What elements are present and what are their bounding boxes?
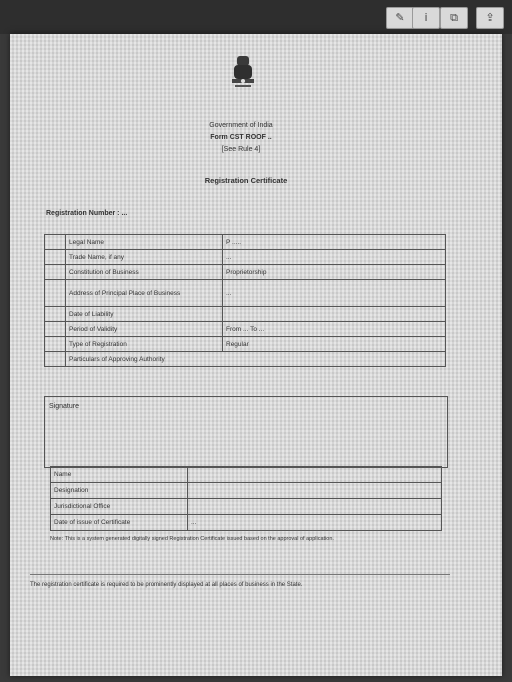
- table-row: [51, 515, 442, 531]
- copy-icon[interactable]: ⧉: [440, 7, 468, 29]
- national-emblem-icon: [226, 54, 260, 106]
- row-value: [188, 467, 442, 483]
- table-row: [45, 352, 446, 367]
- row-value: ...: [223, 250, 446, 265]
- row-label: Period of Validity: [66, 322, 223, 337]
- table-row: [45, 265, 446, 280]
- row-number: [45, 337, 66, 352]
- row-number: [45, 322, 66, 337]
- row-label: Legal Name: [66, 235, 223, 250]
- row-value: [188, 483, 442, 499]
- note-text: Note: This is a system generated digitally signed Registration Certificate issued based on the approval of application.: [50, 536, 334, 542]
- row-number: [45, 235, 66, 250]
- row-label: Name: [51, 467, 188, 483]
- divider: [30, 574, 450, 575]
- header-line-1: Government of India: [209, 122, 273, 129]
- row-label: Designation: [51, 483, 188, 499]
- row-label: Address of Principal Place of Business: [66, 280, 223, 307]
- table-row: [51, 483, 442, 499]
- table-row: [45, 322, 446, 337]
- row-value: [223, 307, 446, 322]
- signature-label: Signature: [49, 403, 79, 410]
- row-number: [45, 250, 66, 265]
- info-icon[interactable]: i: [412, 7, 440, 29]
- table-row: [45, 280, 446, 307]
- row-value: P .....: [223, 235, 446, 250]
- table-row: [45, 307, 446, 322]
- table-row: [45, 337, 446, 352]
- registration-number: Registration Number : ...: [46, 210, 128, 217]
- header-line-3: [See Rule 4]: [221, 146, 261, 153]
- row-value: [188, 499, 442, 515]
- row-value: ...: [188, 515, 442, 531]
- viewer-toolbar: [0, 0, 512, 34]
- signature-box: [44, 396, 448, 468]
- row-label: Type of Registration: [66, 337, 223, 352]
- row-number: [45, 352, 66, 367]
- header-line-2: Form CST ROOF ..: [210, 134, 272, 141]
- document-page: [10, 34, 502, 676]
- row-number: [45, 265, 66, 280]
- row-number: [45, 280, 66, 307]
- row-value: From ... To ...: [223, 322, 446, 337]
- table-row: [45, 250, 446, 265]
- row-value: Proprietorship: [223, 265, 446, 280]
- pencil-icon[interactable]: ✎: [386, 7, 414, 29]
- row-value: Regular: [223, 337, 446, 352]
- row-label: Trade Name, if any: [66, 250, 223, 265]
- row-label: Date of Liability: [66, 307, 223, 322]
- row-value: ...: [223, 280, 446, 307]
- row-number: [45, 307, 66, 322]
- registration-details-table: [44, 234, 446, 367]
- footer-text: The registration certificate is required to be prominently displayed at all places of business in the State.: [30, 582, 303, 588]
- row-label: Jurisdictional Office: [51, 499, 188, 515]
- table-row: [51, 467, 442, 483]
- row-label: Constitution of Business: [66, 265, 223, 280]
- row-label: Particulars of Approving Authority: [66, 352, 446, 367]
- row-label: Date of issue of Certificate: [51, 515, 188, 531]
- share-icon[interactable]: ⇪: [476, 7, 504, 29]
- certificate-title: Registration Certificate: [204, 176, 288, 185]
- table-row: [45, 235, 446, 250]
- table-row: [51, 499, 442, 515]
- approving-authority-table: [50, 466, 442, 531]
